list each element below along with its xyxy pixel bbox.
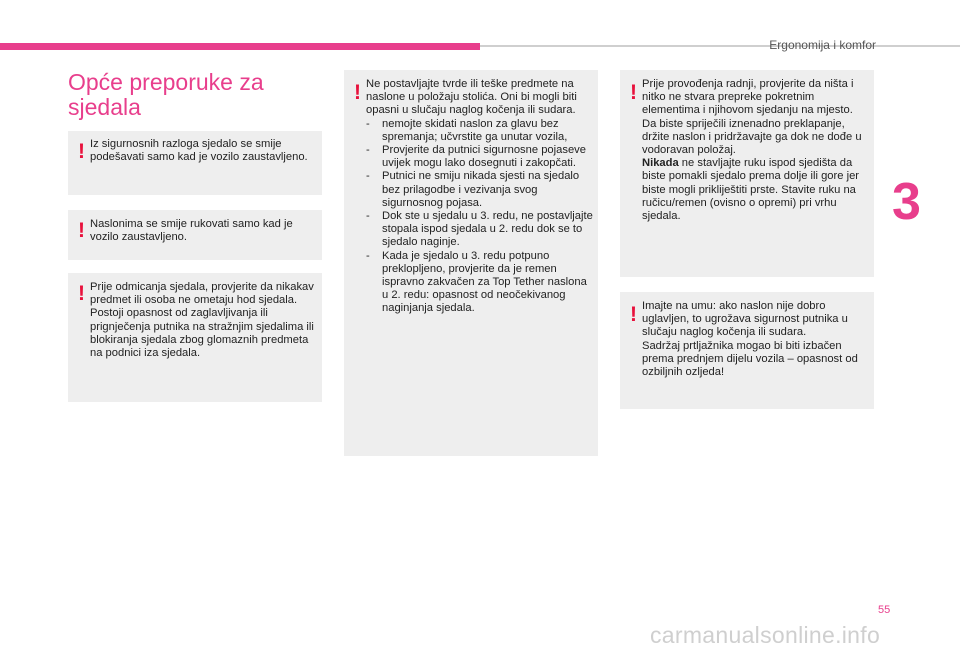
warning-box-5 <box>620 70 874 277</box>
list-item <box>366 144 594 170</box>
chapter-title: Ergonomija i komfor <box>769 38 876 52</box>
warning-paragraph: Prije provođenja radnji, provjerite da ništa i nitko ne stvara prepreke pokretnim elementima i njihovom sjedanju na mjesto. Da biste spriječili iznenadno preklapanje, držite naslon i pridržavajte ga dok ne dođe u vodoravan položaj. <box>642 78 862 157</box>
warning-icon: ! <box>630 81 637 104</box>
list-item-text: Dok ste u sjedalu u 3. redu, ne postavljajte stopala ispod sjedala u 2. redu dok se to sjedalo naginje. <box>382 210 593 249</box>
warning-list <box>366 118 594 316</box>
list-item-text: Kada je sjedalo u 3. redu potpuno preklopljeno, provjerite da je remen ispravno zakvačen za Top Tether naslona u 2. redu: opasnost od neočekivanog naginjanja sjedala. <box>382 249 587 315</box>
warning-text <box>642 78 870 223</box>
chapter-number: 3 <box>892 173 921 231</box>
warning-box-4 <box>344 70 598 456</box>
warning-icon: ! <box>630 303 637 326</box>
warning-text: Imajte na umu: ako naslon nije dobro uglavljen, to ugrožava sigurnost putnika u slučaju naglog kočenja ili sudara. Sadržaj prtljažnika mogao bi biti izbačen prema prednjem dijelu vozila – opasnost od ozbiljnih ozljeda! <box>642 300 858 379</box>
section-title: Opće preporuke za sjedala <box>68 69 264 120</box>
emphasis-word: Nikada <box>642 157 679 170</box>
warning-box-3 <box>68 273 322 402</box>
watermark: carmanualsonline.info <box>650 622 881 648</box>
list-item-text: Provjerite da putnici sigurnosne pojaseve uvijek mogu lako dosegnuti i zakopčati. <box>382 144 586 170</box>
warning-intro: Ne postavljajte tvrde ili teške predmete na naslone u položaju stolića. Oni bi mogli biti opasni u slučaju naglog kočenja ili sudara. <box>366 78 577 117</box>
warning-text: Prije odmicanja sjedala, provjerite da nikakav predmet ili osoba ne ometaju hod sjedala. Postoji opasnost od zaglavljivanja ili prignječenja putnika na stražnjim sjedalima ili blokiranja sjedala zbog glomaznih predmeta na podnici iza sjedala. <box>90 281 314 360</box>
list-dash: - <box>366 117 370 130</box>
warning-paragraph-rest: ne stavljajte ruku ispod sjedišta da biste pomakli sjedalo prema dolje ili gore jer biste mogli prikliještiti prste. Stavite ruku na ručicu/remen (ovisno o opremi) pri vrhu sjedala. <box>642 157 860 223</box>
warning-icon: ! <box>78 282 85 305</box>
list-dash: - <box>366 210 370 223</box>
warning-box-6 <box>620 292 874 409</box>
list-item <box>366 210 594 250</box>
list-item <box>366 170 594 210</box>
warning-text <box>366 78 594 316</box>
list-dash: - <box>366 144 370 157</box>
header-accent-bar <box>0 43 480 50</box>
warning-icon: ! <box>354 81 361 104</box>
header-rule <box>480 45 960 47</box>
list-dash: - <box>366 170 370 183</box>
warning-text: Naslonima se smije rukovati samo kad je vozilo zaustavljeno. <box>90 218 293 244</box>
warning-box-2 <box>68 210 322 260</box>
list-item <box>366 118 594 144</box>
list-item-text: nemojte skidati naslon za glavu bez spremanja; učvrstite ga unutar vozila, <box>382 117 568 143</box>
warning-box-1 <box>68 131 322 195</box>
warning-icon: ! <box>78 140 85 163</box>
list-item <box>366 250 594 316</box>
warning-icon: ! <box>78 219 85 242</box>
warning-text: Iz sigurnosnih razloga sjedalo se smije podešavati samo kad je vozilo zaustavljeno. <box>90 138 308 164</box>
page-number: 55 <box>878 604 891 616</box>
list-item-text: Putnici ne smiju nikada sjesti na sjedalo bez prilagodbe i vezivanja svog sigurnosnog pojasa. <box>382 170 580 209</box>
list-dash: - <box>366 249 370 262</box>
warning-paragraph-2 <box>642 157 870 223</box>
